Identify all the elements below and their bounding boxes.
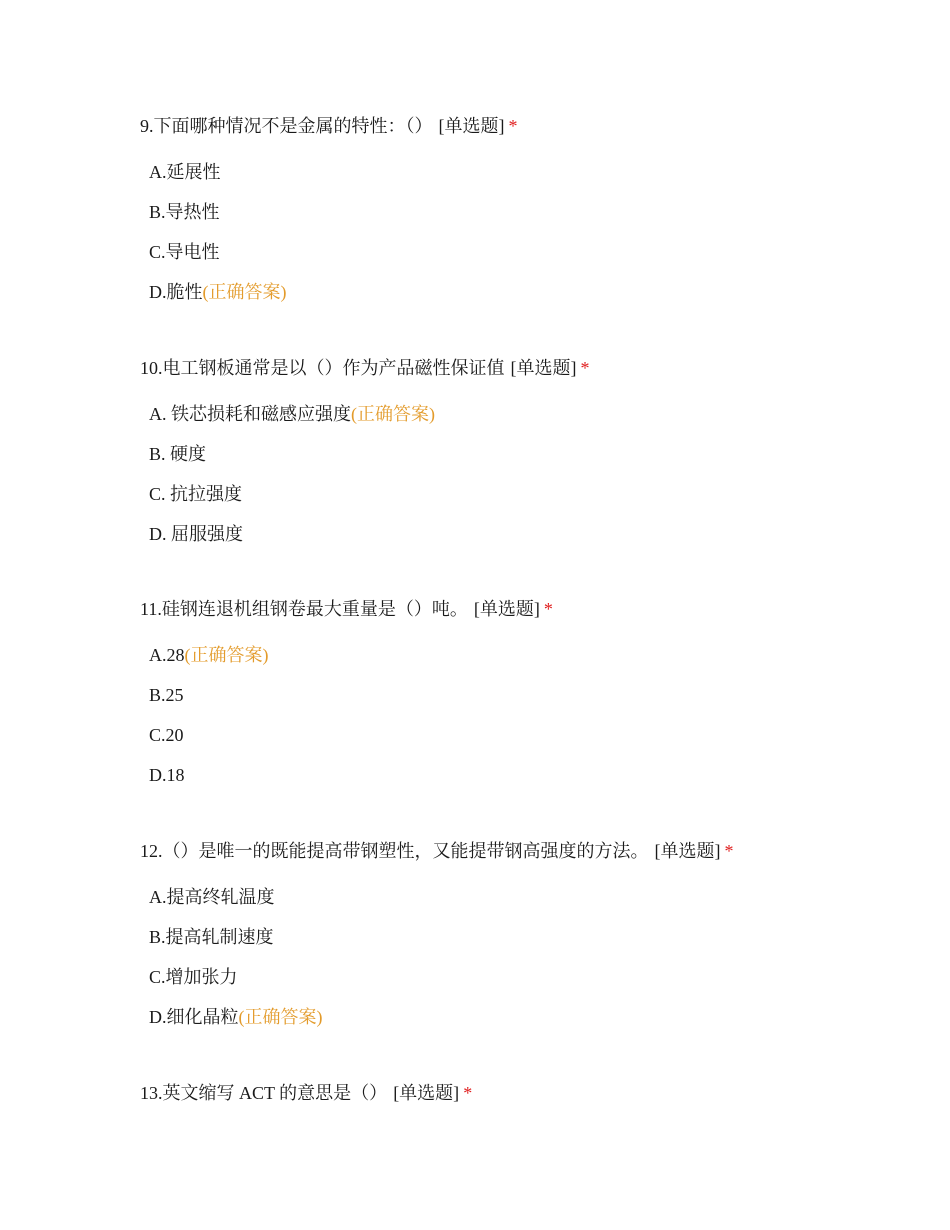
question-title	[140, 114, 900, 138]
question-11	[140, 597, 900, 803]
option-list	[140, 643, 900, 787]
option-a[interactable]	[149, 643, 900, 667]
required-marker: *	[543, 599, 553, 619]
option-label: D. 屈服强度	[149, 524, 243, 544]
option-label: D.细化晶粒	[149, 1007, 239, 1027]
option-a[interactable]	[149, 402, 900, 426]
option-label: D.脆性	[149, 282, 203, 302]
option-label: D.18	[149, 765, 185, 785]
option-a[interactable]	[149, 885, 900, 909]
question-text: 11.硅钢连退机组钢卷最大重量是（）吨。	[140, 599, 468, 619]
option-label: C. 抗拉强度	[149, 484, 243, 504]
question-10	[140, 356, 900, 562]
question-9	[140, 114, 900, 320]
question-title	[140, 356, 900, 380]
correct-answer-tag: (正确答案)	[202, 282, 287, 302]
question-type: [单选题]	[438, 116, 505, 136]
correct-answer-tag: (正确答案)	[351, 404, 435, 424]
question-12	[140, 839, 900, 1045]
option-label: A.延展性	[149, 162, 221, 182]
question-13	[140, 1081, 900, 1105]
question-text: 10.电工钢板通常是以（）作为产品磁性保证值	[140, 358, 505, 378]
option-b[interactable]	[149, 442, 900, 466]
question-type: [单选题]	[654, 841, 721, 861]
question-text: 13.英文缩写 ACT 的意思是（）	[140, 1083, 388, 1103]
correct-answer-tag: (正确答案)	[238, 1007, 323, 1027]
option-d[interactable]	[149, 763, 900, 787]
question-type: [单选题]	[473, 599, 540, 619]
required-marker: *	[508, 116, 518, 136]
question-title	[140, 597, 900, 621]
question-title	[140, 839, 900, 863]
option-label: C.导电性	[149, 242, 220, 262]
option-c[interactable]	[149, 723, 900, 747]
question-text: 9.下面哪种情况不是金属的特性：（）	[140, 116, 433, 136]
option-d[interactable]	[149, 1005, 900, 1029]
question-title	[140, 1081, 900, 1105]
option-label: C.20	[149, 725, 184, 745]
option-list	[140, 885, 900, 1029]
question-type: [单选题]	[393, 1083, 460, 1103]
option-list	[140, 402, 900, 546]
option-list	[140, 160, 900, 304]
option-label: B.提高轧制速度	[149, 927, 274, 947]
option-label: B.导热性	[149, 202, 220, 222]
option-label: A.28	[149, 645, 185, 665]
option-a[interactable]	[149, 160, 900, 184]
option-label: A.提高终轧温度	[149, 887, 275, 907]
required-marker: *	[580, 358, 590, 378]
correct-answer-tag: (正确答案)	[184, 645, 269, 665]
option-b[interactable]	[149, 683, 900, 707]
option-label: B. 硬度	[149, 444, 207, 464]
option-c[interactable]	[149, 240, 900, 264]
option-label: B.25	[149, 685, 184, 705]
option-c[interactable]	[149, 482, 900, 506]
required-marker: *	[463, 1083, 473, 1103]
required-marker: *	[724, 841, 734, 861]
option-d[interactable]	[149, 522, 900, 546]
option-label: A. 铁芯损耗和磁感应强度	[149, 404, 351, 424]
option-b[interactable]	[149, 200, 900, 224]
question-type: [单选题]	[510, 358, 577, 378]
option-label: C.增加张力	[149, 967, 238, 987]
option-b[interactable]	[149, 925, 900, 949]
option-c[interactable]	[149, 965, 900, 989]
option-d[interactable]	[149, 280, 900, 304]
question-text: 12.（）是唯一的既能提高带钢塑性，又能提带钢高强度的方法。	[140, 841, 649, 861]
